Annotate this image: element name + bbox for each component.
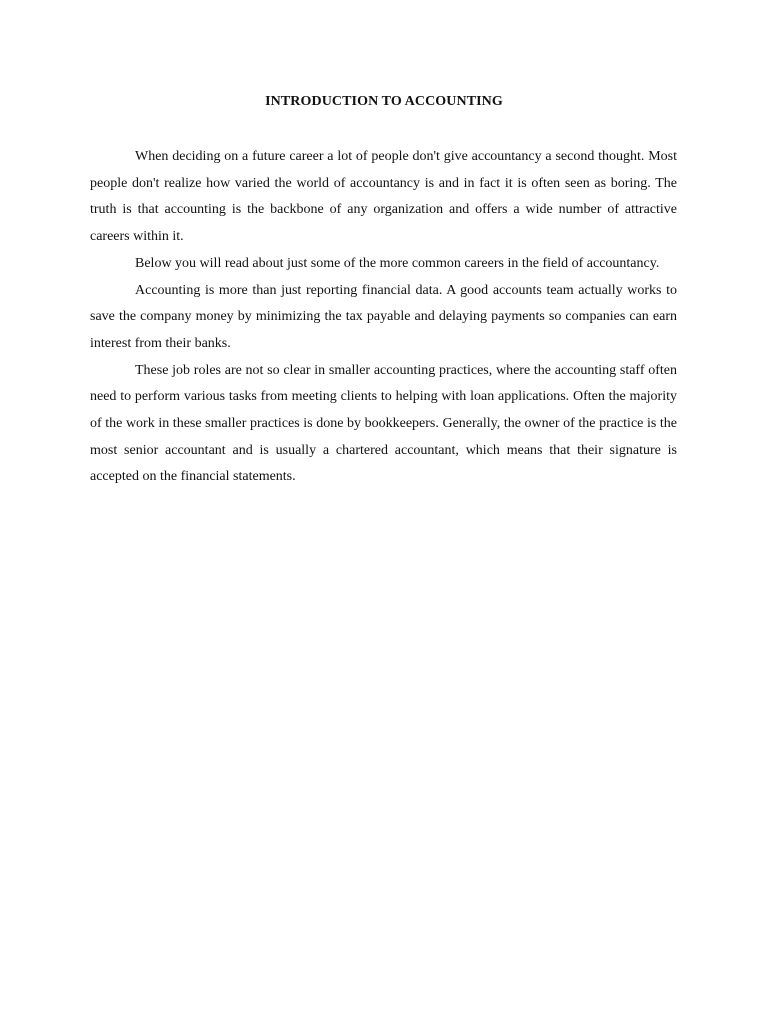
paragraph-common-careers: Below you will read about just some of the more common careers in the field of accountancy. — [135, 255, 660, 271]
document-body — [90, 144, 677, 491]
document-title: INTRODUCTION TO ACCOUNTING — [265, 94, 503, 109]
paragraph-smaller-practices: These job roles are not so clear in smaller accounting practices, where the accounting staff often need to perform various tasks from meeting clients to helping with loan applications. Often the majority of the work in these smaller practices is done by bookkeepers. Generally, the owner of the practice is the most senior accountant and is usually a chartered accountant, which means that their signature is accepted on the financial statements. — [90, 362, 677, 485]
paragraph-career-intro: When deciding on a future career a lot of people don't give accountancy a second thought. Most people don't realize how varied the world of accountancy is and in fact it is often seen as boring. The truth is that accounting is the backbone of any organization and offers a wide number of attractive careers within it. — [90, 149, 677, 245]
paragraph-accounting-role: Accounting is more than just reporting financial data. A good accounts team actually works to save the company money by minimizing the tax payable and delaying payments so companies can earn interest from their banks. — [90, 282, 677, 351]
